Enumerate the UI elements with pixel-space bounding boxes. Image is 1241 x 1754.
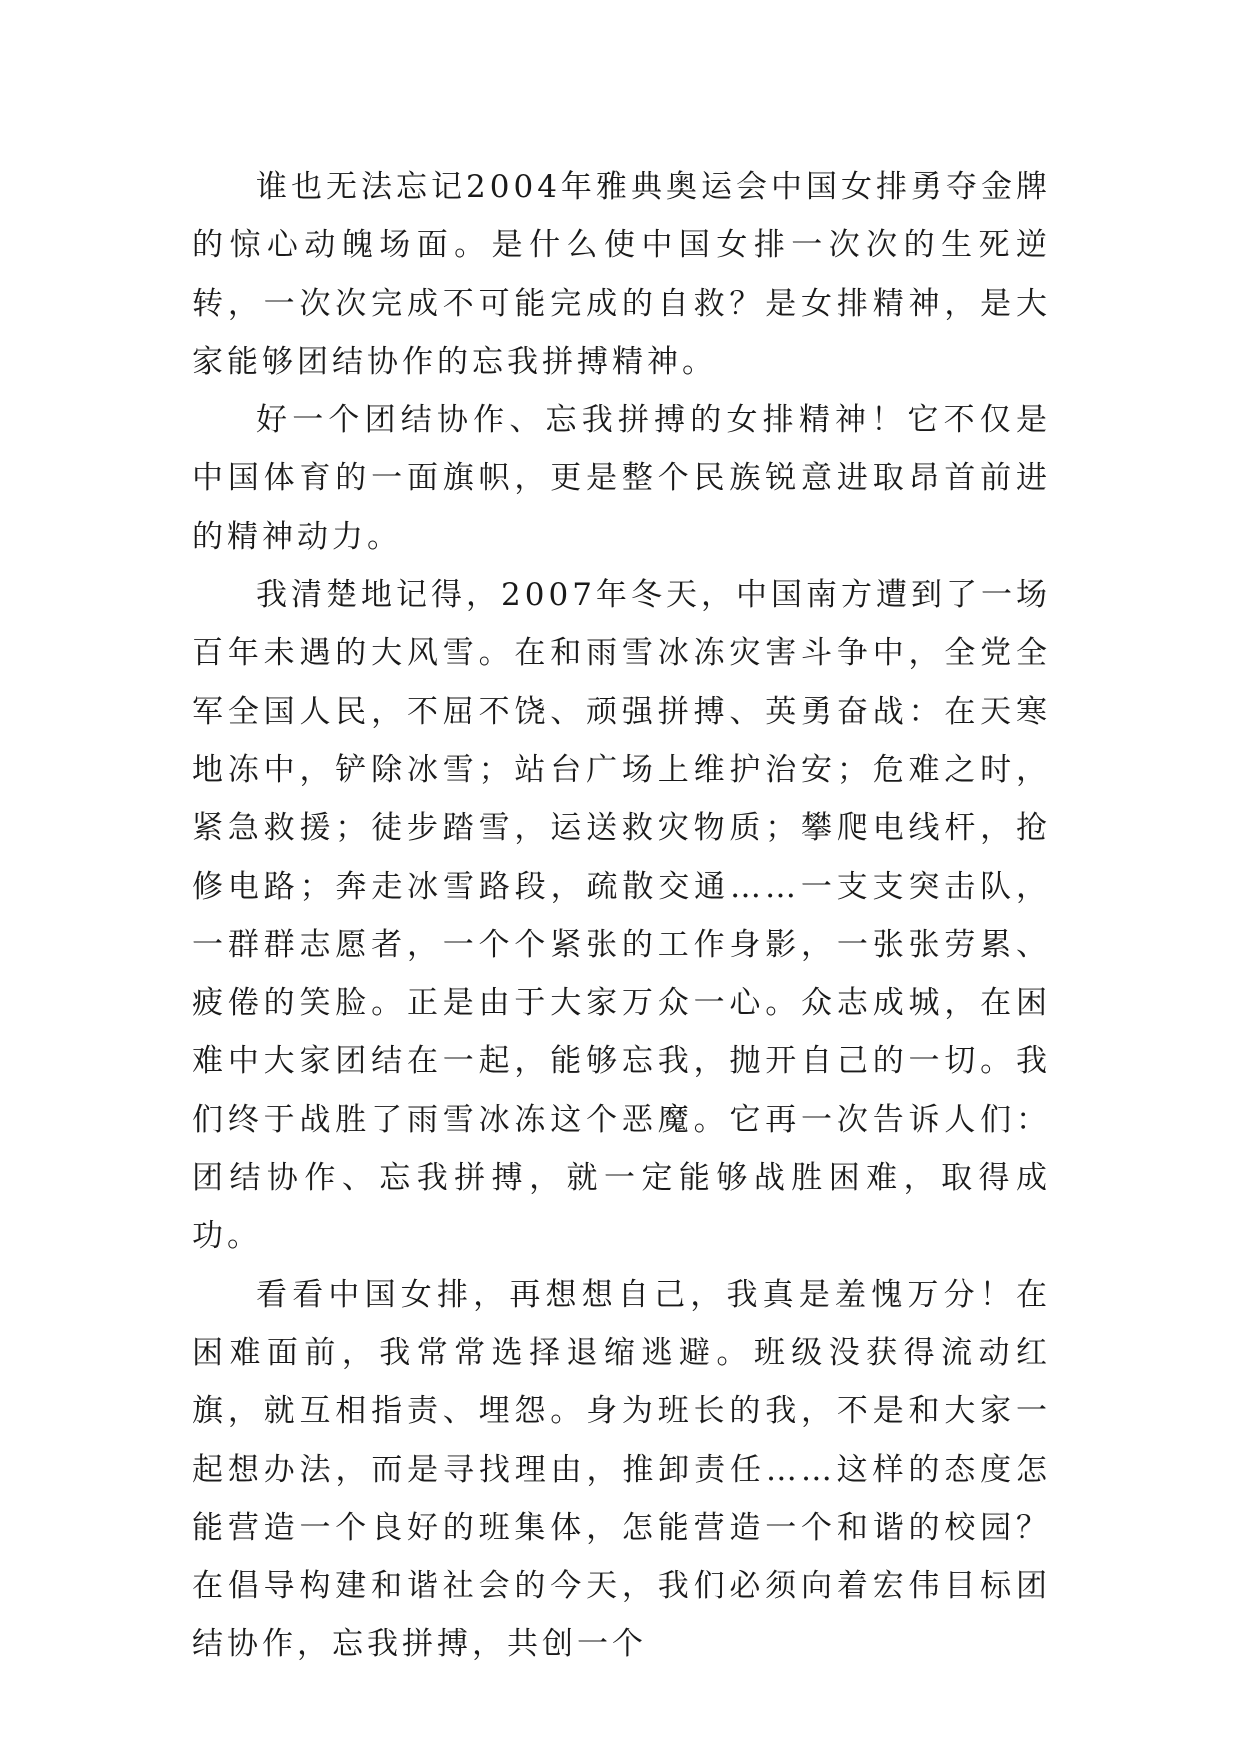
document-body xyxy=(192,158,1051,1674)
paragraph-4: 看看中国女排，再想想自己，我真是羞愧万分！在困难面前，我常常选择退缩逃避。班级没获得流动红旗，就互相指责、埋怨。身为班长的我，不是和大家一起想办法，而是寻找理由，推卸责任……这样的态度怎能营造一个良好的班集体，怎能营造一个和谐的校园？在倡导构建和谐社会的今天，我们必须向着宏伟目标团结协作，忘我拼搏，共创一个 xyxy=(192,1276,1051,1663)
paragraph-1: 谁也无法忘记2004年雅典奥运会中国女排勇夺金牌的惊心动魄场面。是什么使中国女排一次次的生死逆转，一次次完成不可能完成的自救？是女排精神，是大家能够团结协作的忘我拼搏精神。 xyxy=(192,169,1051,380)
paragraph-2: 好一个团结协作、忘我拼搏的女排精神！它不仅是中国体育的一面旗帜，更是整个民族锐意进取昂首前进的精神动力。 xyxy=(192,402,1051,555)
paragraph-3: 我清楚地记得，2007年冬天，中国南方遭到了一场百年未遇的大风雪。在和雨雪冰冻灾害斗争中，全党全军全国人民，不屈不饶、顽强拼搏、英勇奋战：在天寒地冻中，铲除冰雪；站台广场上维护治安；危难之时，紧急救援；徒步踏雪，运送救灾物质；攀爬电线杆，抢修电路；奔走冰雪路段，疏散交通……一支支突击队，一群群志愿者，一个个紧张的工作身影，一张张劳累、疲倦的笑脸。正是由于大家万众一心。众志成城，在困难中大家团结在一起，能够忘我，抛开自己的一切。我们终于战胜了雨雪冰冻这个恶魔。它再一次告诉人们：团结协作、忘我拼搏，就一定能够战胜困难，取得成功。 xyxy=(192,577,1051,1255)
